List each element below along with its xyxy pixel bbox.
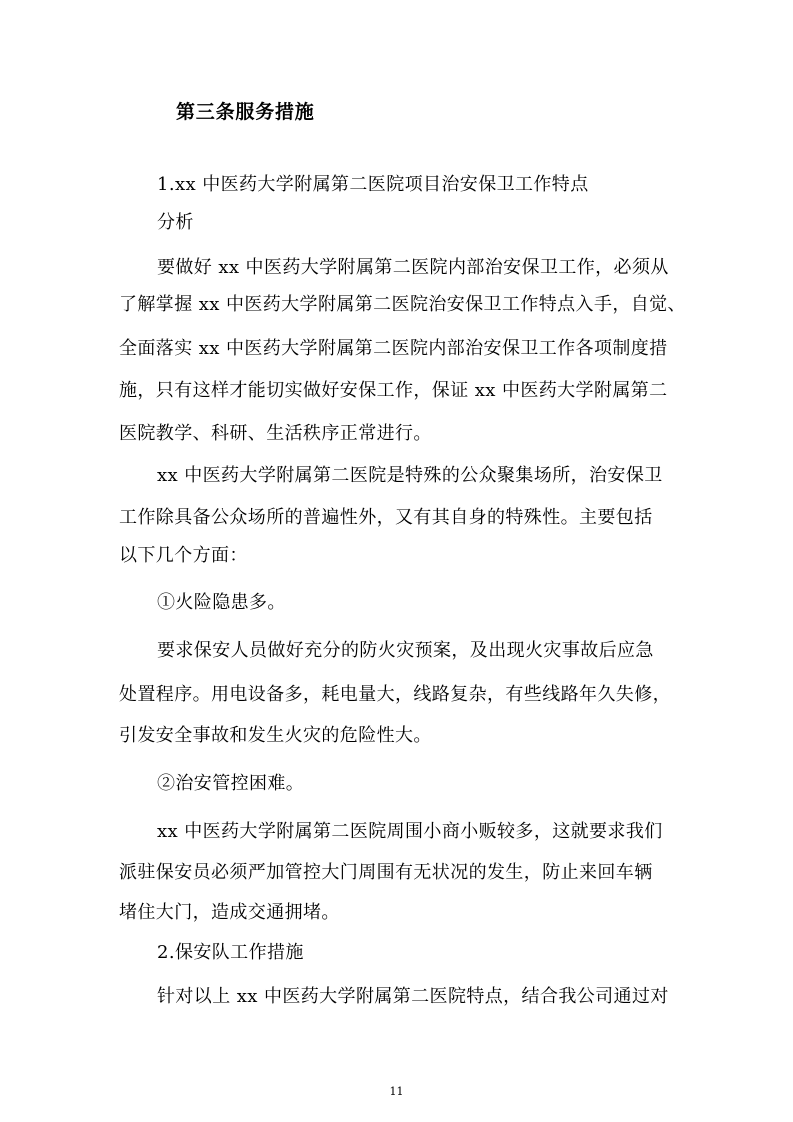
paragraph-line: 了解掌握 xx 中医药大学附属第二医院治安保卫工作特点入手，自觉、 [119, 294, 686, 315]
page-number: 11 [389, 1085, 404, 1098]
paragraph-line: 1.xx 中医药大学附属第二医院项目治安保卫工作特点 [157, 174, 589, 195]
paragraph-line: xx 中医药大学附属第二医院是特殊的公众聚集场所，治安保卫 [157, 465, 663, 486]
list-item-heading: ①火险隐患多。 [157, 592, 286, 613]
section-heading: 第三条服务措施 [176, 101, 315, 123]
paragraph-line: 2.保安队工作措施 [157, 942, 304, 963]
paragraph-line: 引发安全事故和发生火灾的危险性大。 [119, 725, 432, 746]
list-item-heading: ②治安管控困难。 [157, 773, 305, 794]
paragraph-line: 处置程序。用电设备多，耗电量大，线路复杂，有些线路年久失修， [119, 684, 671, 705]
paragraph-line: 要做好 xx 中医药大学附属第二医院内部治安保卫工作，必须从 [157, 257, 669, 278]
paragraph-line: 派驻保安员必须严加管控大门周围有无状况的发生，防止来回车辆 [119, 862, 653, 883]
paragraph-line: 针对以上 xx 中医药大学附属第二医院特点，结合我公司通过对 [157, 986, 669, 1007]
paragraph-line: 全面落实 xx 中医药大学附属第二医院内部治安保卫工作各项制度措 [119, 338, 668, 359]
paragraph-line: 医院教学、科研、生活秩序正常进行。 [119, 423, 432, 444]
paragraph-line: 分析 [157, 212, 194, 233]
paragraph-line: 施，只有这样才能切实做好安保工作，保证 xx 中医药大学附属第二 [119, 380, 668, 401]
paragraph-line: 以下几个方面： [119, 545, 248, 566]
paragraph-line: 工作除具备公众场所的普遍性外，又有其自身的特殊性。主要包括 [119, 507, 653, 528]
paragraph-line: 要求保安人员做好充分的防火灾预案，及出现火灾事故后应急 [157, 640, 654, 661]
paragraph-line: 堵住大门，造成交通拥堵。 [119, 902, 340, 923]
paragraph-line: xx 中医药大学附属第二医院周围小商小贩较多，这就要求我们 [157, 821, 663, 842]
